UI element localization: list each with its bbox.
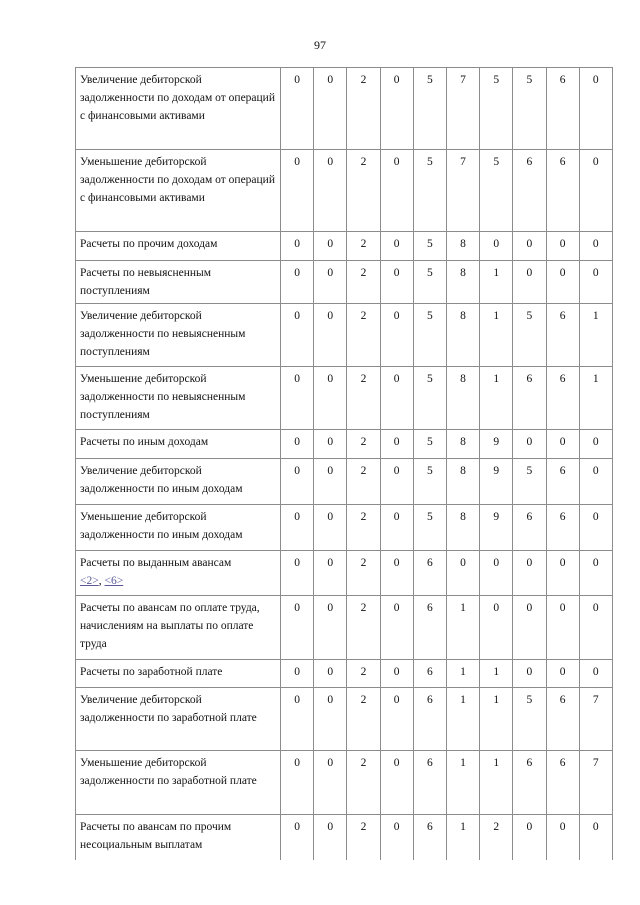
- code-digit-cell: 2: [347, 751, 380, 815]
- code-digit-cell: 2: [480, 815, 513, 860]
- code-digit-cell: 8: [446, 367, 479, 430]
- code-digit-cell: 0: [579, 261, 612, 304]
- code-digit-cell: 6: [546, 505, 579, 551]
- code-digit-cell: 0: [579, 660, 612, 688]
- code-digit-cell: 6: [546, 751, 579, 815]
- code-digit-cell: 0: [579, 68, 612, 150]
- code-digit-cell: 6: [413, 596, 446, 660]
- account-name-cell: [76, 261, 281, 304]
- code-digit-cell: 1: [579, 367, 612, 430]
- code-digit-cell: 0: [546, 232, 579, 261]
- code-digit-cell: 0: [380, 551, 413, 596]
- code-digit-cell: 0: [513, 551, 546, 596]
- code-digit-cell: 5: [513, 304, 546, 367]
- code-digit-cell: 1: [446, 596, 479, 660]
- code-digit-cell: 0: [546, 430, 579, 459]
- code-digit-cell: 0: [380, 751, 413, 815]
- code-digit-cell: 6: [413, 688, 446, 751]
- code-digit-cell: 0: [314, 459, 347, 505]
- code-digit-cell: 2: [347, 688, 380, 751]
- code-digit-cell: 2: [347, 505, 380, 551]
- code-digit-cell: 0: [281, 505, 314, 551]
- account-name-cell: [76, 596, 281, 660]
- code-digit-cell: 0: [281, 688, 314, 751]
- code-digit-cell: 0: [281, 261, 314, 304]
- code-digit-cell: 0: [314, 232, 347, 261]
- code-digit-cell: 0: [446, 551, 479, 596]
- code-digit-cell: 2: [347, 367, 380, 430]
- code-digit-cell: 1: [446, 688, 479, 751]
- table-row: [76, 150, 613, 232]
- code-digit-cell: 0: [480, 232, 513, 261]
- code-digit-cell: 0: [281, 551, 314, 596]
- code-digit-cell: 0: [380, 430, 413, 459]
- code-digit-cell: 0: [380, 232, 413, 261]
- table-row: [76, 304, 613, 367]
- table-row: [76, 551, 613, 596]
- code-digit-cell: 2: [347, 430, 380, 459]
- code-digit-cell: 5: [413, 150, 446, 232]
- account-name-cell: [76, 551, 281, 596]
- code-digit-cell: 8: [446, 459, 479, 505]
- code-digit-cell: 0: [314, 551, 347, 596]
- account-name-cell: [76, 367, 281, 430]
- code-digit-cell: 6: [513, 505, 546, 551]
- code-digit-cell: 0: [380, 68, 413, 150]
- code-digit-cell: 0: [281, 367, 314, 430]
- code-digit-cell: 0: [314, 596, 347, 660]
- code-digit-cell: 0: [281, 751, 314, 815]
- code-digit-cell: 0: [314, 367, 347, 430]
- footnote-separator: ,: [98, 575, 105, 587]
- code-digit-cell: 0: [314, 430, 347, 459]
- code-digit-cell: 5: [413, 232, 446, 261]
- table-body: [76, 68, 613, 860]
- code-digit-cell: 1: [480, 261, 513, 304]
- code-digit-cell: 0: [380, 815, 413, 860]
- code-digit-cell: 0: [380, 304, 413, 367]
- code-digit-cell: 5: [413, 367, 446, 430]
- account-name: Уменьшение дебиторской задолженности по доходам от операций с финансовыми активами: [80, 156, 275, 204]
- code-digit-cell: 5: [513, 688, 546, 751]
- code-digit-cell: 0: [579, 551, 612, 596]
- code-digit-cell: 0: [380, 261, 413, 304]
- table-row: [76, 232, 613, 261]
- table-row: [76, 367, 613, 430]
- code-digit-cell: 0: [546, 596, 579, 660]
- code-digit-cell: 0: [281, 596, 314, 660]
- code-digit-cell: 0: [314, 150, 347, 232]
- code-digit-cell: 0: [314, 304, 347, 367]
- account-name: Расчеты по авансам по оплате труда, начислениям на выплаты по оплате труда: [80, 602, 260, 650]
- table-row: [76, 688, 613, 751]
- code-digit-cell: 0: [314, 660, 347, 688]
- code-digit-cell: 1: [480, 660, 513, 688]
- code-digit-cell: 6: [413, 815, 446, 860]
- account-name-cell: [76, 688, 281, 751]
- code-digit-cell: 6: [546, 68, 579, 150]
- code-digit-cell: 0: [546, 815, 579, 860]
- table-row: [76, 660, 613, 688]
- code-digit-cell: 0: [546, 660, 579, 688]
- account-name-cell: [76, 68, 281, 150]
- code-digit-cell: 0: [380, 596, 413, 660]
- code-digit-cell: 0: [281, 304, 314, 367]
- code-digit-cell: 2: [347, 551, 380, 596]
- page-number: 97: [314, 38, 326, 52]
- table-row: [76, 596, 613, 660]
- code-digit-cell: 0: [314, 261, 347, 304]
- code-digit-cell: 2: [347, 232, 380, 261]
- code-digit-cell: 0: [579, 459, 612, 505]
- code-digit-cell: 0: [314, 688, 347, 751]
- code-digit-cell: 6: [546, 367, 579, 430]
- code-digit-cell: 7: [579, 751, 612, 815]
- code-digit-cell: 0: [281, 660, 314, 688]
- code-digit-cell: 0: [513, 261, 546, 304]
- code-digit-cell: 5: [480, 68, 513, 150]
- code-digit-cell: 0: [513, 660, 546, 688]
- code-digit-cell: 1: [480, 688, 513, 751]
- code-digit-cell: 2: [347, 304, 380, 367]
- code-digit-cell: 1: [446, 751, 479, 815]
- code-digit-cell: 7: [446, 150, 479, 232]
- code-digit-cell: 6: [546, 150, 579, 232]
- account-codes-table-wrapper: [75, 67, 612, 860]
- code-digit-cell: 0: [281, 459, 314, 505]
- code-digit-cell: 0: [380, 688, 413, 751]
- code-digit-cell: 0: [281, 68, 314, 150]
- code-digit-cell: 0: [281, 232, 314, 261]
- code-digit-cell: 6: [513, 751, 546, 815]
- account-name: Уменьшение дебиторской задолженности по заработной плате: [80, 757, 257, 787]
- code-digit-cell: 8: [446, 430, 479, 459]
- account-name-cell: [76, 430, 281, 459]
- footnote-refs: [80, 575, 123, 587]
- code-digit-cell: 0: [314, 68, 347, 150]
- code-digit-cell: 1: [579, 304, 612, 367]
- account-name: Расчеты по невыясненным поступлениям: [80, 267, 212, 297]
- code-digit-cell: 6: [513, 150, 546, 232]
- code-digit-cell: 5: [413, 68, 446, 150]
- code-digit-cell: 1: [446, 660, 479, 688]
- code-digit-cell: 5: [513, 459, 546, 505]
- code-digit-cell: 0: [579, 232, 612, 261]
- account-name: Уменьшение дебиторской задолженности по невыясненным поступлениям: [80, 373, 246, 421]
- code-digit-cell: 8: [446, 505, 479, 551]
- code-digit-cell: 0: [579, 505, 612, 551]
- account-name: Расчеты по авансам по прочим несоциальным выплатам: [80, 821, 232, 851]
- code-digit-cell: 0: [513, 232, 546, 261]
- code-digit-cell: 5: [413, 430, 446, 459]
- table-row: [76, 261, 613, 304]
- code-digit-cell: 0: [380, 660, 413, 688]
- code-digit-cell: 9: [480, 459, 513, 505]
- code-digit-cell: 0: [513, 596, 546, 660]
- code-digit-cell: 0: [480, 551, 513, 596]
- account-name: Расчеты по выданным авансам: [80, 557, 232, 569]
- code-digit-cell: 1: [480, 751, 513, 815]
- code-digit-cell: 8: [446, 232, 479, 261]
- code-digit-cell: 6: [413, 551, 446, 596]
- code-digit-cell: 1: [480, 304, 513, 367]
- code-digit-cell: 0: [546, 551, 579, 596]
- table-row: [76, 430, 613, 459]
- code-digit-cell: 0: [314, 505, 347, 551]
- account-name-cell: [76, 232, 281, 261]
- account-name: Расчеты по заработной плате: [80, 666, 223, 678]
- code-digit-cell: 2: [347, 596, 380, 660]
- code-digit-cell: 5: [413, 459, 446, 505]
- account-name: Увеличение дебиторской задолженности по заработной плате: [80, 694, 257, 724]
- code-digit-cell: 2: [347, 68, 380, 150]
- code-digit-cell: 6: [413, 660, 446, 688]
- code-digit-cell: 1: [480, 367, 513, 430]
- account-name-cell: [76, 751, 281, 815]
- code-digit-cell: 5: [513, 68, 546, 150]
- code-digit-cell: 1: [446, 815, 479, 860]
- code-digit-cell: 2: [347, 261, 380, 304]
- account-name-cell: [76, 660, 281, 688]
- code-digit-cell: 7: [579, 688, 612, 751]
- code-digit-cell: 6: [413, 751, 446, 815]
- code-digit-cell: 0: [314, 751, 347, 815]
- account-name: Уменьшение дебиторской задолженности по иным доходам: [80, 511, 243, 541]
- code-digit-cell: 5: [413, 261, 446, 304]
- account-name-cell: [76, 459, 281, 505]
- table-row: [76, 815, 613, 860]
- code-digit-cell: 0: [380, 505, 413, 551]
- code-digit-cell: 5: [413, 304, 446, 367]
- code-digit-cell: 6: [546, 304, 579, 367]
- code-digit-cell: 0: [579, 815, 612, 860]
- account-name: Увеличение дебиторской задолженности по невыясненным поступлениям: [80, 310, 246, 358]
- code-digit-cell: 5: [413, 505, 446, 551]
- code-digit-cell: 0: [480, 596, 513, 660]
- code-digit-cell: 2: [347, 459, 380, 505]
- table-row: [76, 751, 613, 815]
- code-digit-cell: 0: [380, 150, 413, 232]
- code-digit-cell: 2: [347, 150, 380, 232]
- code-digit-cell: 0: [380, 459, 413, 505]
- code-digit-cell: 0: [579, 596, 612, 660]
- code-digit-cell: 6: [546, 459, 579, 505]
- account-codes-table: [75, 67, 613, 860]
- footnote-link[interactable]: <6>: [104, 575, 124, 587]
- code-digit-cell: 5: [480, 150, 513, 232]
- code-digit-cell: 0: [281, 430, 314, 459]
- account-name-cell: [76, 815, 281, 860]
- account-name-cell: [76, 150, 281, 232]
- code-digit-cell: 0: [380, 367, 413, 430]
- code-digit-cell: 0: [579, 150, 612, 232]
- code-digit-cell: 0: [281, 150, 314, 232]
- code-digit-cell: 2: [347, 660, 380, 688]
- table-row: [76, 505, 613, 551]
- code-digit-cell: 0: [281, 815, 314, 860]
- account-name-cell: [76, 304, 281, 367]
- code-digit-cell: 0: [314, 815, 347, 860]
- account-name-cell: [76, 505, 281, 551]
- code-digit-cell: 8: [446, 304, 479, 367]
- code-digit-cell: 7: [446, 68, 479, 150]
- account-name: Увеличение дебиторской задолженности по доходам от операций с финансовыми активами: [80, 74, 275, 122]
- code-digit-cell: 8: [446, 261, 479, 304]
- account-name: Расчеты по прочим доходам: [80, 238, 218, 250]
- table-row: [76, 459, 613, 505]
- code-digit-cell: 0: [513, 430, 546, 459]
- code-digit-cell: 6: [546, 688, 579, 751]
- code-digit-cell: 9: [480, 505, 513, 551]
- footnote-link[interactable]: <2>: [80, 575, 99, 587]
- table-row: [76, 68, 613, 150]
- account-name: Расчеты по иным доходам: [80, 436, 209, 448]
- account-name: Увеличение дебиторской задолженности по иным доходам: [80, 465, 243, 495]
- code-digit-cell: 2: [347, 815, 380, 860]
- code-digit-cell: 0: [546, 261, 579, 304]
- code-digit-cell: 6: [513, 367, 546, 430]
- code-digit-cell: 9: [480, 430, 513, 459]
- code-digit-cell: 0: [513, 815, 546, 860]
- code-digit-cell: 0: [579, 430, 612, 459]
